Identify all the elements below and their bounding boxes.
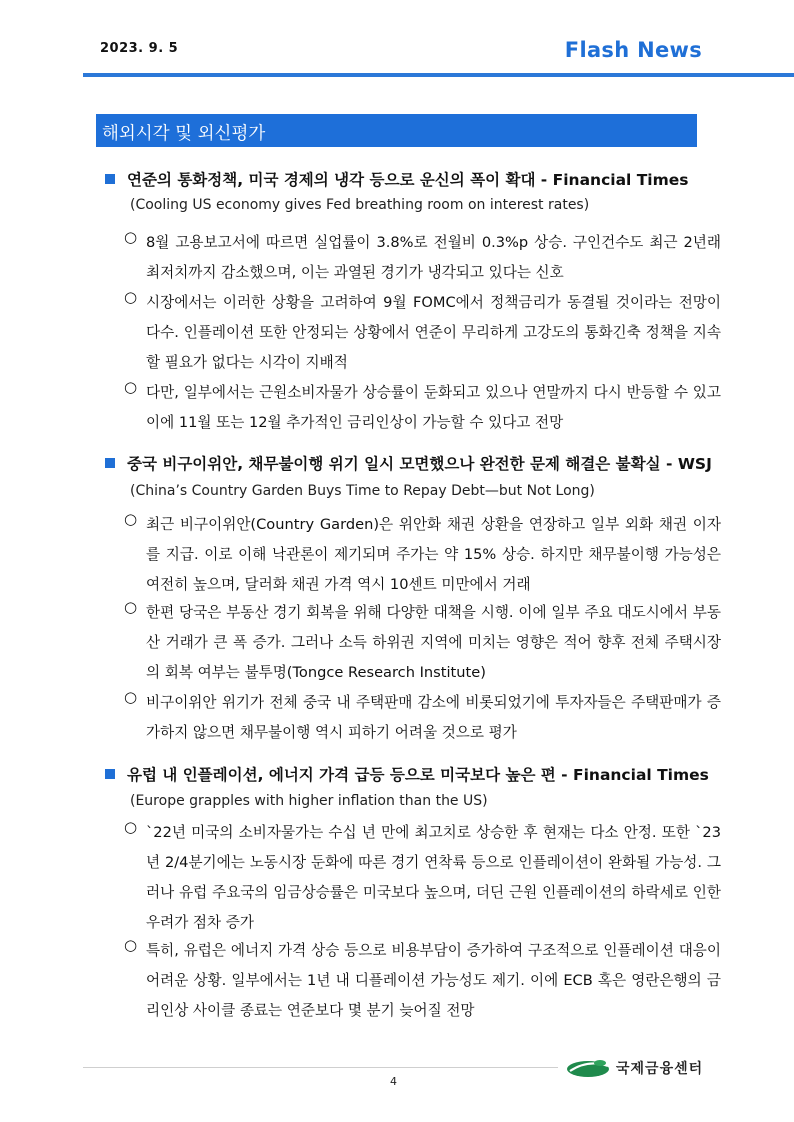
header-rule: [83, 73, 794, 77]
circle-bullet-icon: ○: [124, 936, 138, 954]
square-bullet-icon: [105, 458, 115, 468]
topic-subtitle: (Cooling US economy gives Fed breathing room on interest rates): [130, 197, 590, 213]
topic-headline-text: 유럽 내 인플레이션, 에너지 가격 급등 등으로 미국보다 높은 편 - Financial Times: [127, 766, 709, 784]
circle-bullet-icon: ○: [124, 228, 138, 246]
page-number: 4: [390, 1075, 397, 1088]
section-title-bar: [96, 114, 697, 147]
topic-headline: [105, 168, 725, 196]
square-bullet-icon: [105, 769, 115, 779]
topic-headline-text: 중국 비구이위안, 채무불이행 위기 일시 모면했으나 완전한 문제 해결은 불확실 - WSJ: [127, 455, 712, 473]
list-item-text: 최근 비구이위안(Country Garden)은 위안화 채권 상환을 연장하고 일부 외화 채권 이자를 지급. 이로 이해 낙관론이 제기되며 주가는 약 15% 상승. 하지만 채무불이행 가능성은 여전히 높으며, 달러화 채권 가격 역시 10센트 미만에서 거래: [146, 516, 721, 593]
circle-bullet-icon: ○: [124, 288, 138, 306]
footer-rule: [83, 1067, 558, 1068]
circle-bullet-icon: ○: [124, 378, 138, 396]
org-logo: [566, 1056, 706, 1080]
list-item-text: 한편 당국은 부동산 경기 회복을 위해 다양한 대책을 시행. 이에 일부 주요 대도시에서 부동산 거래가 큰 폭 증가. 그러나 소득 하위권 지역에 미치는 영향은 적어 향후 전체 주택시장의 회복 여부는 불투명(Tongce Research Institute): [146, 604, 721, 681]
circle-bullet-icon: ○: [124, 688, 138, 706]
circle-bullet-icon: ○: [124, 598, 138, 616]
list-item-text: `22년 미국의 소비자물가는 수십 년 만에 최고치로 상승한 후 현재는 다소 안정. 또한 `23년 2/4분기에는 노동시장 둔화에 따른 경기 연착륙 등으로 인플레이션이 완화될 가능성. 그러나 유럽 주요국의 임금상승률은 미국보다 높으며, 더딘 근원 인플레이션의 하락세로 인한 우려가 점차 증가: [146, 824, 721, 931]
square-bullet-icon: [105, 174, 115, 184]
topic-headline: [105, 763, 725, 791]
section-title: 해외시각 및 외신평가: [102, 124, 266, 144]
topic-subtitle: (China’s Country Garden Buys Time to Repay Debt—but Not Long): [130, 483, 595, 499]
list-item-text: 시장에서는 이러한 상황을 고려하여 9월 FOMC에서 정책금리가 동결될 것이라는 전망이 다수. 인플레이션 또한 안정되는 상황에서 연준이 무리하게 고강도의 통화긴축 정책을 지속할 필요가 없다는 시각이 지배적: [146, 294, 721, 371]
leaf-logo-icon: [566, 1057, 610, 1079]
list-item-text: 특히, 유럽은 에너지 가격 상승 등으로 비용부담이 증가하여 구조적으로 인플레이션 대응이 어려운 상황. 일부에서는 1년 내 디플레이션 가능성도 제기. 이에 ECB 혹은 영란은행의 금리인상 사이클 종료는 연준보다 몇 분기 늦어질 전망: [146, 942, 721, 1019]
org-name: 국제금융센터: [616, 1061, 704, 1077]
topic-headline: [105, 452, 725, 480]
circle-bullet-icon: ○: [124, 510, 138, 528]
page-header: [0, 0, 794, 80]
list-item-text: 8월 고용보고서에 따르면 실업률이 3.8%로 전월비 0.3%p 상승. 구인건수도 최근 2년래 최저치까지 감소했으며, 이는 과열된 경기가 냉각되고 있다는 신호: [146, 234, 721, 281]
list-item-text: 비구이위안 위기가 전체 중국 내 주택판매 감소에 비롯되었기에 투자자들은 주택판매가 증가하지 않으면 채무불이행 역시 피하기 어려울 것으로 평가: [146, 694, 721, 741]
topic-headline-text: 연준의 통화정책, 미국 경제의 냉각 등으로 운신의 폭이 확대 - Financial Times: [127, 171, 689, 189]
report-date: 2023. 9. 5: [100, 41, 179, 56]
topic-subtitle: (Europe grapples with higher inflation than the US): [130, 793, 488, 809]
circle-bullet-icon: ○: [124, 818, 138, 836]
brand-title: Flash News: [564, 38, 702, 62]
list-item-text: 다만, 일부에서는 근원소비자물가 상승률이 둔화되고 있으나 연말까지 다시 반등할 수 있고 이에 11월 또는 12월 추가적인 금리인상이 가능할 수 있다고 전망: [146, 384, 721, 431]
